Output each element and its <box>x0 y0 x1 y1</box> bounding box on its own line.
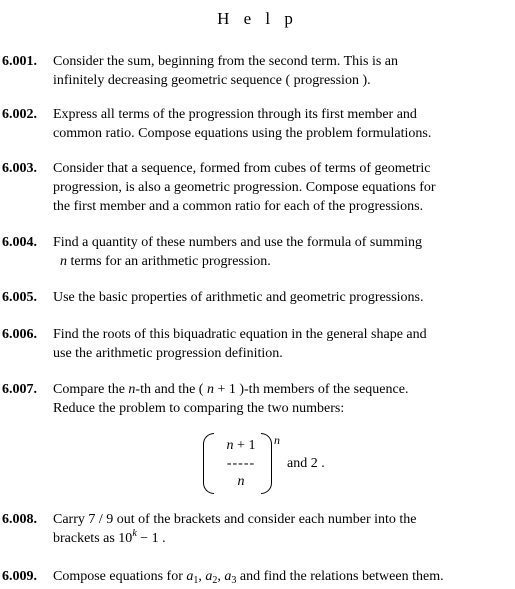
text-fragment: -th and the ( <box>135 382 207 397</box>
entry-number: 6.009. <box>2 569 37 584</box>
text-fragment: + 1 )-th members of the sequence. <box>213 382 409 397</box>
entry-line: Consider the sum, beginning from the second term. This is an <box>53 54 399 69</box>
entry-line: infinitely decreasing geometric sequence ( progression ). <box>53 73 371 88</box>
right-parenthesis <box>261 433 272 494</box>
left-parenthesis <box>203 433 214 494</box>
text-fragment: − 1 . <box>136 531 166 546</box>
math-variable: n <box>226 438 234 453</box>
entry-line: Compose equations for $a_1$, $a_2$, $a_3$ and find the relations between them. <box>53 569 444 586</box>
math-variable: n <box>60 254 67 269</box>
entry-number: 6.007. <box>2 382 37 397</box>
entry-line: Express all terms of the progression through its first member and <box>53 107 417 122</box>
entry-number: 6.006. <box>2 327 37 342</box>
entry-number: 6.003. <box>2 161 37 176</box>
entry-line: progression, is also a geometric progression. Compose equations for <box>53 180 436 195</box>
math-subscript: 2 <box>212 575 218 586</box>
fraction-bar: ----- <box>226 456 256 471</box>
entry-number: 6.005. <box>2 290 37 305</box>
text-fragment: and find the relations between them. <box>236 569 444 584</box>
fraction-denominator: n <box>237 474 245 489</box>
entry-number: 6.002. <box>2 107 37 122</box>
math-variable: a <box>205 569 213 584</box>
fraction-exponent: n <box>274 433 280 447</box>
entry-number: 6.001. <box>2 54 37 69</box>
entry-line: Find a quantity of these numbers and use the formula of summing <box>53 235 422 250</box>
entry-line: Use the basic properties of arithmetic and geometric progressions. <box>53 290 424 305</box>
entry-number: 6.008. <box>2 512 37 527</box>
entry-line: use the arithmetic progression definition. <box>53 346 283 361</box>
entry-line <box>53 529 512 549</box>
entry-line: the first member and a common ratio for each of the progressions. <box>53 199 424 214</box>
math-variable: a <box>224 569 232 584</box>
entry-line: Reduce the problem to comparing the two numbers: <box>53 401 345 416</box>
math-variable: n <box>206 382 214 397</box>
text-fragment: Compose equations for <box>53 569 187 584</box>
entry-line: Consider that a sequence, formed from cubes of terms of geometric <box>53 161 431 176</box>
fraction-numerator <box>219 438 263 454</box>
math-subscript: 1 <box>193 575 199 586</box>
entry-line <box>53 380 512 399</box>
math-variable: a <box>186 569 194 584</box>
text-fragment: + 1 <box>233 438 256 453</box>
math-superscript: k <box>132 528 137 539</box>
entry-number: 6.004. <box>2 235 37 250</box>
entry-line: Find the roots of this biquadratic equation in the general shape and <box>53 327 427 342</box>
entry-line: Carry 7 / 9 out of the brackets and consider each number into the <box>53 512 417 527</box>
page-title: H e l p <box>217 9 298 28</box>
math-subscript: 3 <box>231 575 237 586</box>
text-fragment: brackets as 10 <box>53 531 133 546</box>
entry-line-rest: terms for an arithmetic progression. <box>67 254 271 269</box>
entry-line: common ratio. Compose equations using the problem formulations. <box>53 126 432 141</box>
entry-line <box>53 252 512 271</box>
math-variable: n <box>128 382 136 397</box>
fraction-comparison: and 2 . <box>287 456 325 471</box>
fraction-expression <box>203 433 353 495</box>
text-fragment: Compare the <box>53 382 129 397</box>
